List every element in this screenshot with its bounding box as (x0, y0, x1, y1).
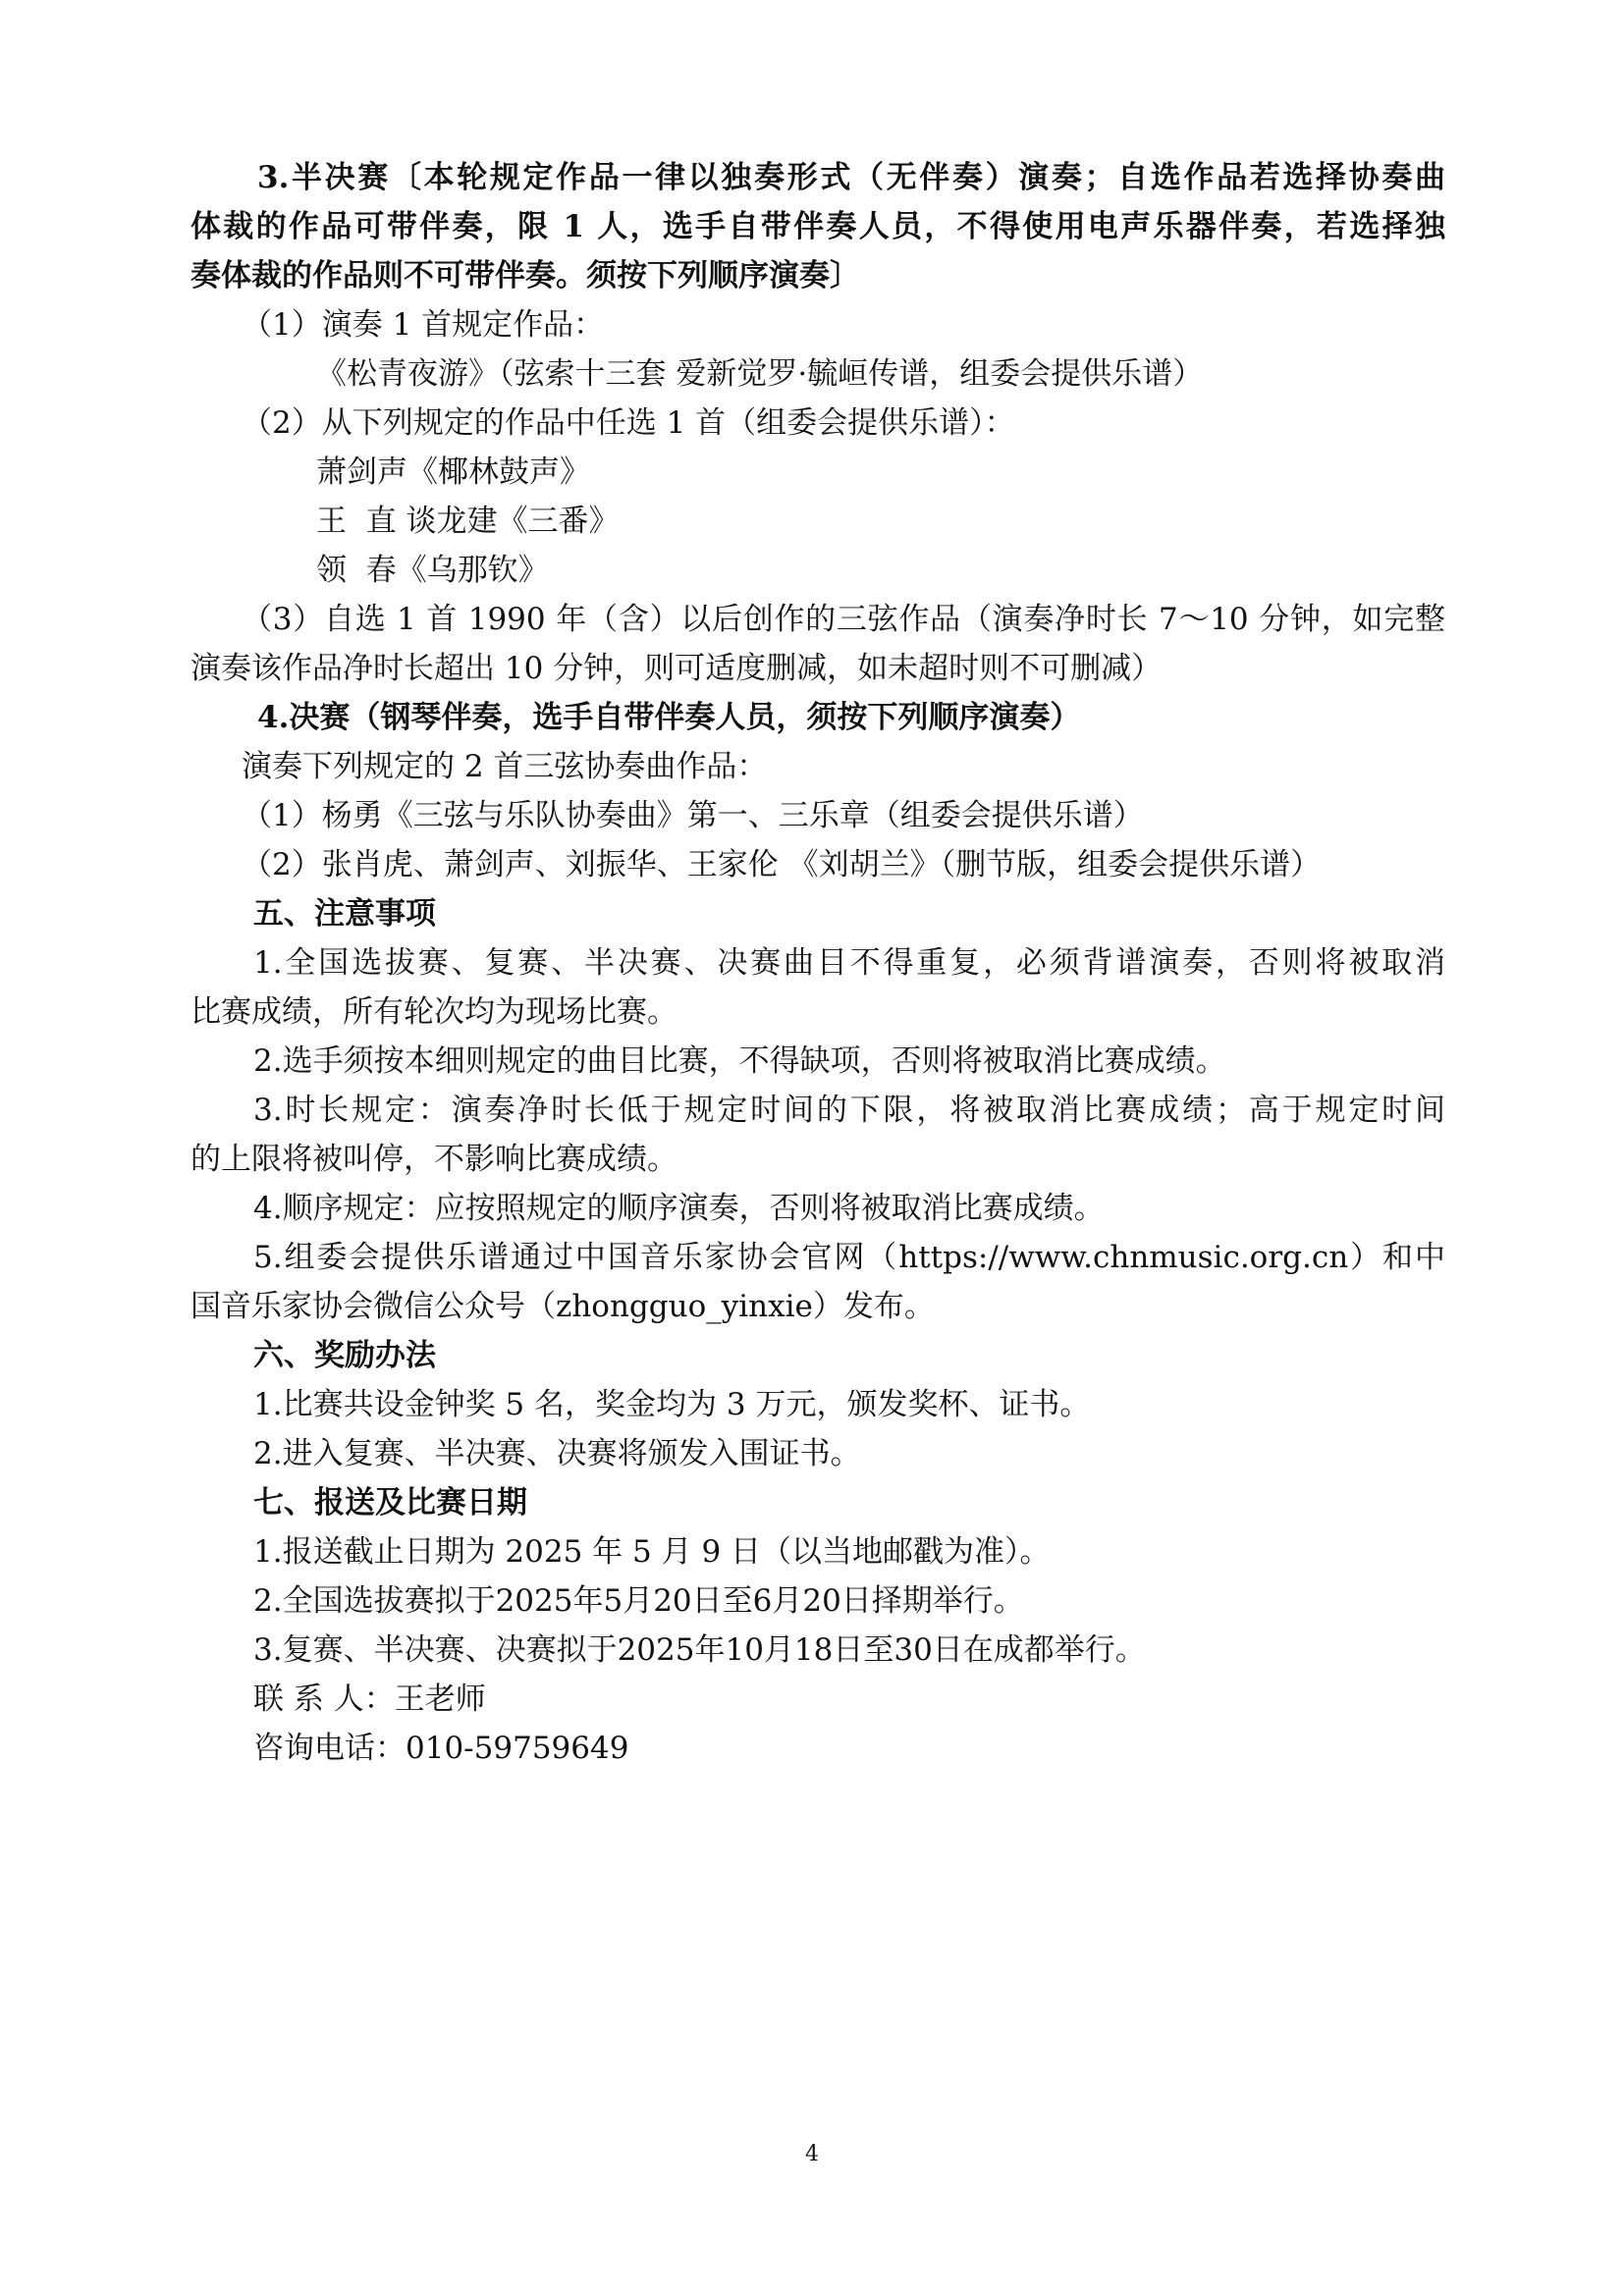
note-5-line-2: 国音乐家协会微信公众号（zhongguo_yinxie）发布。 (190, 1289, 935, 1324)
page-number: 4 (805, 2142, 819, 2166)
contact-phone: 咨询电话：010-59759649 (253, 1731, 629, 1766)
note-4: 4.顺序规定：应按照规定的顺序演奏，否则将被取消比赛成绩。 (253, 1191, 1105, 1226)
semifinal-item-3-line-1: （3）自选 1 首 1990 年（含）以后创作的三弦作品（演奏净时长 7～10 分钟，如完整 (242, 602, 1445, 637)
award-1: 1.比赛共设金钟奖 5 名，奖金均为 3 万元，颁发奖杯、证书。 (253, 1387, 1091, 1422)
dates-heading: 七、报送及比赛日期 (253, 1485, 527, 1521)
final-item-1: （1）杨勇《三弦与乐队协奏曲》第一、三乐章（组委会提供乐谱） (242, 798, 1144, 833)
semifinal-item-3-line-2: 演奏该作品净时长超出 10 分钟，则可适度删减，如未超时则不可删减） (190, 651, 1163, 686)
semifinal-item-2-work: 王 直 谈龙建《三番》 (316, 504, 620, 539)
date-3: 3.复赛、半决赛、决赛拟于2025年10月18日至30日在成都举行。 (253, 1632, 1146, 1668)
notes-heading: 五、注意事项 (253, 896, 436, 932)
note-1-line-1: 1.全国选拔赛、复赛、半决赛、决赛曲目不得重复，必须背谱演奏，否则将被取消 (253, 945, 1445, 981)
awards-heading: 六、奖励办法 (253, 1338, 436, 1373)
semifinal-item-2-work: 萧剑声《椰林鼓声》 (316, 454, 590, 490)
semifinal-item-2: （2）从下列规定的作品中任选 1 首（组委会提供乐谱）： (242, 405, 1015, 441)
final-heading: 4.决赛（钢琴伴奏，选手自带伴奏人员，须按下列顺序演奏） (257, 700, 1081, 735)
semifinal-item-2-work: 领 春《乌那钦》 (316, 553, 549, 588)
note-1-line-2: 比赛成绩，所有轮次均为现场比赛。 (190, 994, 677, 1030)
note-3-line-1: 3.时长规定：演奏净时长低于规定时间的下限，将被取消比赛成绩；高于规定时间 (253, 1093, 1445, 1128)
final-intro: 演奏下列规定的 2 首三弦协奏曲作品： (242, 749, 768, 784)
note-5-line-1: 5.组委会提供乐谱通过中国音乐家协会官网（https://www.chnmusic.org.cn）和中 (253, 1240, 1445, 1275)
semifinal-heading-line-3: 奏体裁的作品则不可带伴奏。须按下列顺序演奏〕 (190, 258, 860, 294)
date-1: 1.报送截止日期为 2025 年 5 月 9 日（以当地邮戳为准）。 (253, 1534, 1051, 1570)
date-2: 2.全国选拔赛拟于2025年5月20日至6月20日择期举行。 (253, 1583, 1024, 1619)
note-2: 2.选手须按本细则规定的曲目比赛，不得缺项，否则将被取消比赛成绩。 (253, 1043, 1226, 1079)
note-3-line-2: 的上限将被叫停，不影响比赛成绩。 (190, 1142, 677, 1177)
final-item-2: （2）张肖虎、萧剑声、刘振华、王家伦 《刘胡兰》（删节版，组委会提供乐谱） (242, 847, 1322, 882)
semifinal-item-1: （1）演奏 1 首规定作品： (242, 307, 605, 343)
contact-person: 联 系 人：王老师 (253, 1682, 486, 1717)
semifinal-item-1-work: 《松青夜游》（弦索十三套 爱新觉罗·毓峘传谱，组委会提供乐谱） (316, 356, 1204, 392)
semifinal-heading-line-2: 体裁的作品可带伴奏，限 1 人，选手自带伴奏人员，不得使用电声乐器伴奏，若选择独 (190, 209, 1445, 244)
semifinal-heading-line-1: 3.半决赛〔本轮规定作品一律以独奏形式（无伴奏）演奏；自选作品若选择协奏曲 (257, 160, 1445, 195)
award-2: 2.进入复赛、半决赛、决赛将颁发入围证书。 (253, 1436, 861, 1471)
